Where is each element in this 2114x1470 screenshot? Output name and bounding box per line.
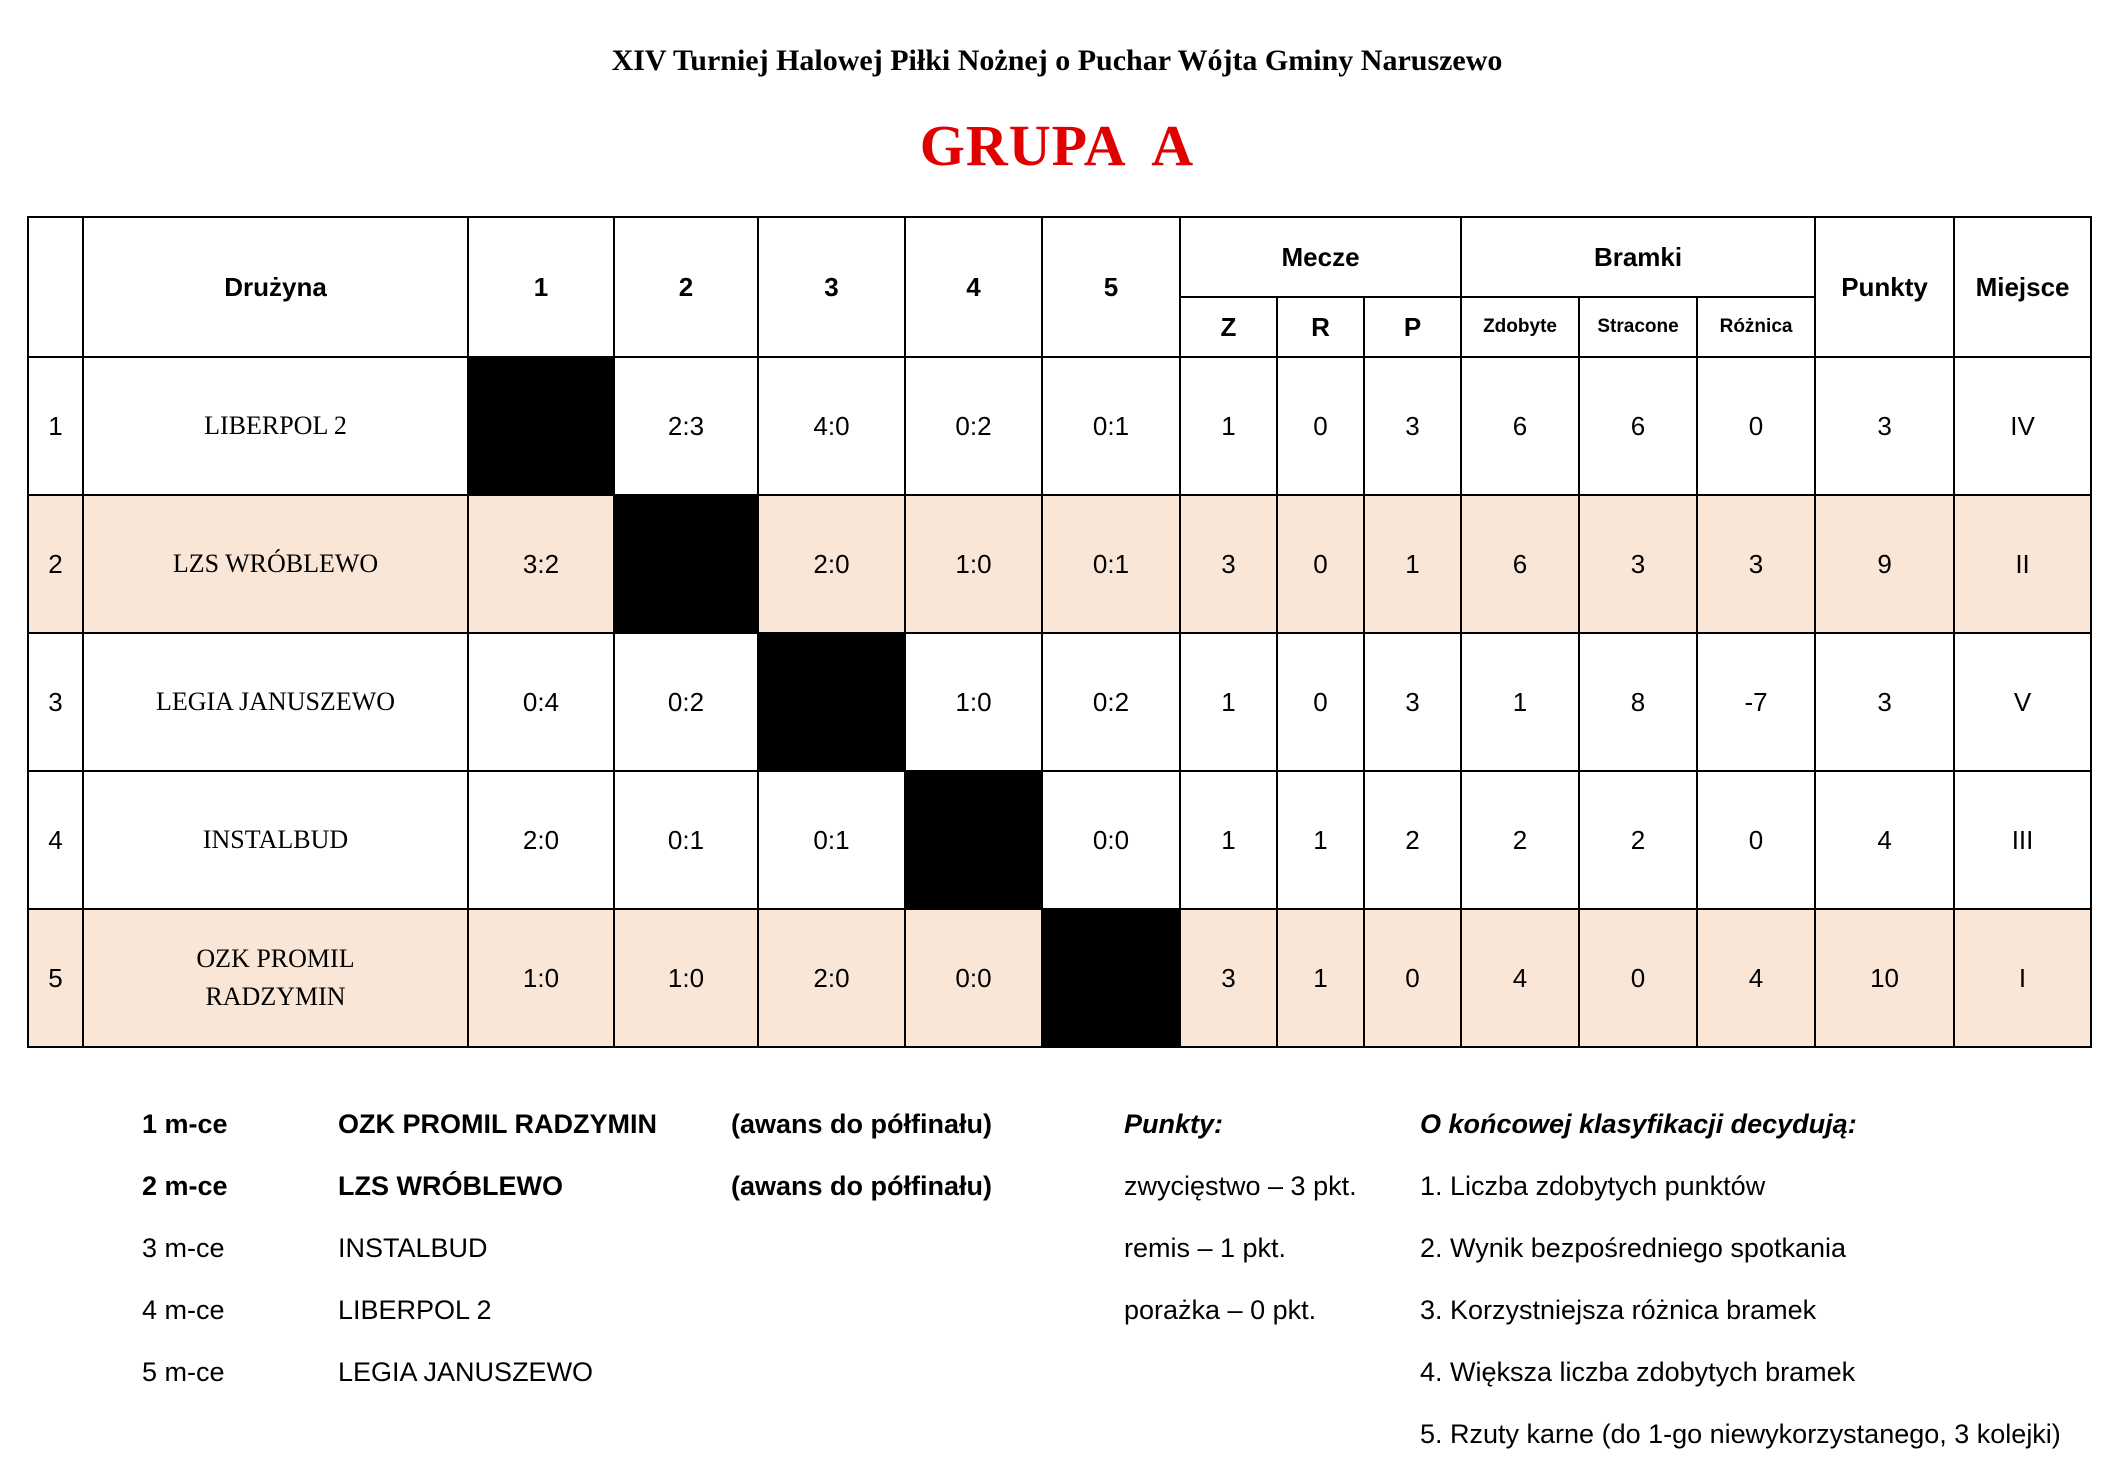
result-cell: 2:0 xyxy=(758,909,905,1047)
points-cell: 3 xyxy=(1815,357,1954,495)
goal-diff-cell: 3 xyxy=(1697,495,1815,633)
result-cell: 0:1 xyxy=(614,771,758,909)
goals-for-cell: 6 xyxy=(1461,495,1579,633)
header-miejsce: Miejsce xyxy=(1954,217,2091,357)
place-cell: III xyxy=(1954,771,2091,909)
standing-place: 3 m-ce xyxy=(142,1233,225,1263)
wins-cell: 3 xyxy=(1180,495,1277,633)
result-cell: 0:2 xyxy=(905,357,1042,495)
result-cell: 0:2 xyxy=(1042,633,1180,771)
result-cell: 2:0 xyxy=(468,771,614,909)
self-match-cell xyxy=(905,771,1042,909)
draws-cell: 1 xyxy=(1277,909,1364,1047)
standing-team: LEGIA JANUSZEWO xyxy=(338,1357,594,1387)
team-name-line-2: RADZYMIN xyxy=(205,982,346,1011)
result-cell: 1:0 xyxy=(905,633,1042,771)
standings-notes xyxy=(731,1098,992,1222)
result-cell: 0:1 xyxy=(1042,357,1180,495)
wins-cell: 1 xyxy=(1180,357,1277,495)
points-item: zwycięstwo – 3 pkt. xyxy=(1124,1171,1357,1201)
rules-item: 4. Większa liczba zdobytych bramek xyxy=(1420,1357,1856,1387)
header-mecze: Mecze xyxy=(1180,217,1461,297)
header-bramki: Bramki xyxy=(1461,217,1815,297)
losses-cell: 3 xyxy=(1364,633,1461,771)
standings-teams xyxy=(338,1098,657,1408)
table-row xyxy=(28,357,2091,495)
wins-cell: 1 xyxy=(1180,771,1277,909)
points-cell: 10 xyxy=(1815,909,1954,1047)
rules-item: 2. Wynik bezpośredniego spotkania xyxy=(1420,1233,1847,1263)
self-match-cell xyxy=(1042,909,1180,1047)
goal-diff-cell: -7 xyxy=(1697,633,1815,771)
page-title: XIV Turniej Halowej Piłki Nożnej o Puchar Wójta Gminy Naruszewo xyxy=(611,44,1503,77)
team-name: LIBERPOL 2 xyxy=(83,357,468,495)
losses-cell: 3 xyxy=(1364,357,1461,495)
standing-team: LIBERPOL 2 xyxy=(338,1295,492,1325)
result-cell: 1:0 xyxy=(468,909,614,1047)
standing-team: OZK PROMIL RADZYMIN xyxy=(338,1109,657,1139)
losses-cell: 0 xyxy=(1364,909,1461,1047)
draws-cell: 1 xyxy=(1277,771,1364,909)
goals-against-cell: 0 xyxy=(1579,909,1697,1047)
result-cell: 0:0 xyxy=(1042,771,1180,909)
rules-item: 5. Rzuty karne (do 1-go niewykorzystanego, 3 kolejki) xyxy=(1420,1419,2061,1449)
goal-diff-cell: 0 xyxy=(1697,771,1815,909)
standing-place: 4 m-ce xyxy=(142,1295,225,1325)
points-cell: 9 xyxy=(1815,495,1954,633)
points-cell: 3 xyxy=(1815,633,1954,771)
team-name: INSTALBUD xyxy=(83,771,468,909)
table-row xyxy=(28,633,2091,771)
points-cell: 4 xyxy=(1815,771,1954,909)
goals-for-cell: 6 xyxy=(1461,357,1579,495)
header-team: Drużyna xyxy=(83,217,468,357)
header-col-4: 4 xyxy=(905,217,1042,357)
points-legend xyxy=(1124,1098,1357,1346)
place-cell: I xyxy=(1954,909,2091,1047)
header-col-3: 3 xyxy=(758,217,905,357)
rules-item: 1. Liczba zdobytych punktów xyxy=(1420,1171,1766,1201)
draws-cell: 0 xyxy=(1277,633,1364,771)
standing-place: 2 m-ce xyxy=(142,1171,228,1201)
self-match-cell xyxy=(614,495,758,633)
points-item: porażka – 0 pkt. xyxy=(1124,1295,1317,1325)
result-cell: 0:2 xyxy=(614,633,758,771)
goals-against-cell: 6 xyxy=(1579,357,1697,495)
header-row xyxy=(28,217,2091,297)
header-col-1: 1 xyxy=(468,217,614,357)
result-cell: 1:0 xyxy=(614,909,758,1047)
header-p: P xyxy=(1364,297,1461,357)
standings-places xyxy=(142,1098,228,1408)
header-col-2: 2 xyxy=(614,217,758,357)
wins-cell: 3 xyxy=(1180,909,1277,1047)
standing-team: INSTALBUD xyxy=(338,1233,488,1263)
place-cell: IV xyxy=(1954,357,2091,495)
standing-note: (awans do półfinału) xyxy=(731,1171,992,1201)
goals-for-cell: 2 xyxy=(1461,771,1579,909)
group-title: GRUPA A xyxy=(919,113,1195,178)
result-cell: 0:4 xyxy=(468,633,614,771)
standing-place: 1 m-ce xyxy=(142,1109,228,1139)
points-title: Punkty: xyxy=(1124,1109,1224,1139)
goals-against-cell: 8 xyxy=(1579,633,1697,771)
goals-against-cell: 2 xyxy=(1579,771,1697,909)
result-cell: 2:3 xyxy=(614,357,758,495)
standing-note: (awans do półfinału) xyxy=(731,1109,992,1139)
goals-for-cell: 4 xyxy=(1461,909,1579,1047)
self-match-cell xyxy=(468,357,614,495)
losses-cell: 1 xyxy=(1364,495,1461,633)
table-row xyxy=(28,909,2091,1047)
draws-cell: 0 xyxy=(1277,495,1364,633)
header-z: Z xyxy=(1180,297,1277,357)
table-row xyxy=(28,771,2091,909)
result-cell: 3:2 xyxy=(468,495,614,633)
header-r: R xyxy=(1277,297,1364,357)
row-number: 3 xyxy=(28,633,83,771)
rules-title: O końcowej klasyfikacji decydują: xyxy=(1420,1109,1857,1139)
team-name: LEGIA JANUSZEWO xyxy=(83,633,468,771)
results-table xyxy=(27,216,2092,1048)
wins-cell: 1 xyxy=(1180,633,1277,771)
header-zdobyte: Zdobyte xyxy=(1461,297,1579,357)
result-cell: 4:0 xyxy=(758,357,905,495)
header-stracone: Stracone xyxy=(1579,297,1697,357)
header-punkty: Punkty xyxy=(1815,217,1954,357)
standing-place: 5 m-ce xyxy=(142,1357,225,1387)
row-number: 4 xyxy=(28,771,83,909)
row-number: 2 xyxy=(28,495,83,633)
result-cell: 1:0 xyxy=(905,495,1042,633)
losses-cell: 2 xyxy=(1364,771,1461,909)
header-number xyxy=(28,217,83,357)
standing-team: LZS WRÓBLEWO xyxy=(338,1171,563,1201)
result-cell: 0:1 xyxy=(758,771,905,909)
team-name xyxy=(83,909,468,1047)
goal-diff-cell: 4 xyxy=(1697,909,1815,1047)
header-roznica: Różnica xyxy=(1697,297,1815,357)
header-col-5: 5 xyxy=(1042,217,1180,357)
draws-cell: 0 xyxy=(1277,357,1364,495)
result-cell: 0:1 xyxy=(1042,495,1180,633)
self-match-cell xyxy=(758,633,905,771)
place-cell: II xyxy=(1954,495,2091,633)
goal-diff-cell: 0 xyxy=(1697,357,1815,495)
rules-legend xyxy=(1420,1098,2061,1470)
team-name: LZS WRÓBLEWO xyxy=(83,495,468,633)
team-name-line-1: OZK PROMIL xyxy=(196,944,355,973)
result-cell: 0:0 xyxy=(905,909,1042,1047)
place-cell: V xyxy=(1954,633,2091,771)
table-row xyxy=(28,495,2091,633)
row-number: 1 xyxy=(28,357,83,495)
result-cell: 2:0 xyxy=(758,495,905,633)
goals-against-cell: 3 xyxy=(1579,495,1697,633)
goals-for-cell: 1 xyxy=(1461,633,1579,771)
rules-item: 3. Korzystniejsza różnica bramek xyxy=(1420,1295,1817,1325)
row-number: 5 xyxy=(28,909,83,1047)
points-item: remis – 1 pkt. xyxy=(1124,1233,1287,1263)
